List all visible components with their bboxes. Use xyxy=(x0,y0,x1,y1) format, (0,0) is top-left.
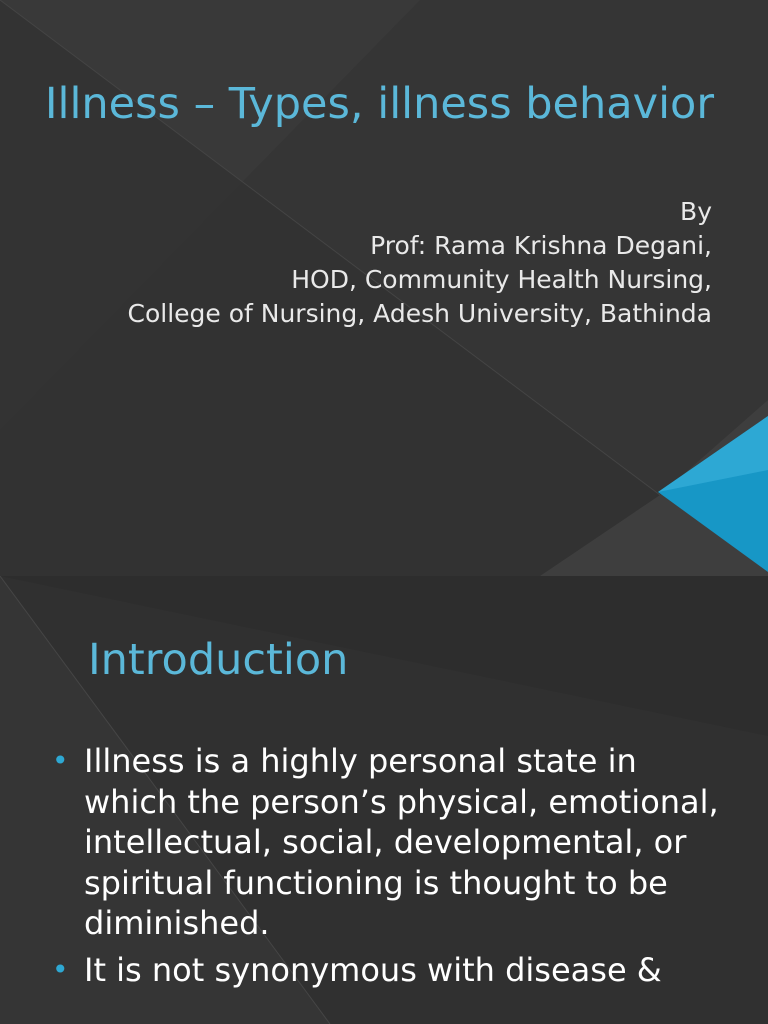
slide-title-text: Illness – Types, illness behavior xyxy=(44,79,714,129)
bullet-text: Illness is a highly personal state in which the person’s physical, emotional, intellectual, social, developmental, or spiritual functioning is thought to be diminished. xyxy=(84,742,719,942)
bullet-text: It is not synonymous with disease & xyxy=(84,950,662,989)
subtitle-institution: College of Nursing, Adesh University, Bathinda xyxy=(127,299,712,328)
bullet-icon: • xyxy=(52,744,69,777)
list-item xyxy=(52,741,724,944)
bullet-list xyxy=(52,741,724,996)
subtitle-role: HOD, Community Health Nursing, xyxy=(291,265,712,294)
list-item xyxy=(52,950,724,991)
subtitle-author: Prof: Rama Krishna Degani, xyxy=(370,231,712,260)
bullet-icon: • xyxy=(52,952,69,986)
author-block xyxy=(0,195,712,331)
subtitle-by: By xyxy=(680,197,712,226)
slide-heading: Introduction xyxy=(88,635,349,685)
